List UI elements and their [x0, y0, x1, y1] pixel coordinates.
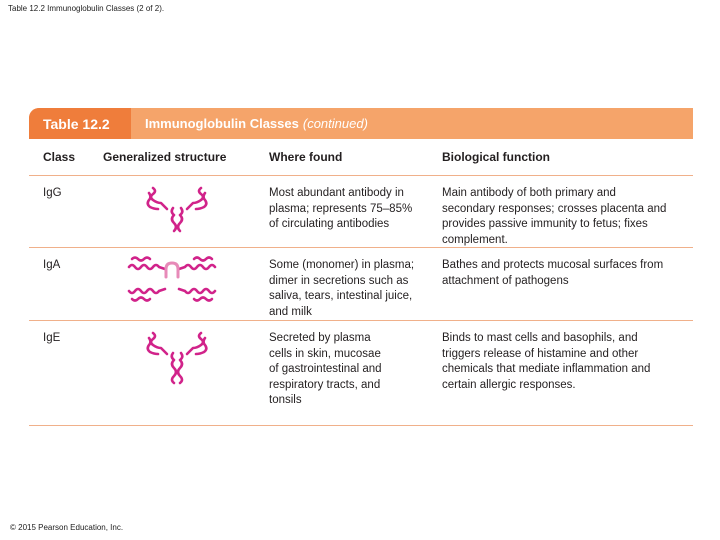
- where-line: tonsils: [269, 394, 302, 406]
- table-row-ige: [29, 321, 693, 426]
- iga-dimer-icon: [126, 253, 218, 305]
- where-line: and milk: [269, 305, 312, 318]
- where-line: respiratory tracts, and: [269, 378, 381, 391]
- where-line: cells in skin, mucosae: [269, 347, 381, 360]
- header-where: Where found: [269, 150, 343, 164]
- function-line: Binds to mast cells and basophils, and: [442, 332, 638, 344]
- function-line: Main antibody of both primary and: [442, 187, 616, 199]
- function-line: certain allergic responses.: [442, 378, 576, 391]
- table-row-igg: [29, 176, 693, 248]
- function-cell: [442, 258, 692, 289]
- ige-monomer-icon: [147, 331, 207, 387]
- function-line: attachment of pathogens: [442, 274, 569, 287]
- where-found-cell: [269, 331, 434, 409]
- table-header-row: [29, 139, 693, 176]
- function-line: provides passive immunity to fetus; fixes: [442, 218, 648, 230]
- where-line: Some (monomer) in plasma;: [269, 259, 415, 271]
- immunoglobulin-table: [29, 108, 693, 426]
- copyright-notice: © 2015 Pearson Education, Inc.: [10, 523, 124, 532]
- igg-monomer-icon: [147, 186, 207, 236]
- class-cell: IgA: [43, 259, 61, 271]
- function-cell: [442, 331, 692, 393]
- header-class: Class: [43, 150, 76, 164]
- where-line: dimer in secretions such as: [269, 274, 409, 287]
- function-line: secondary responses; crosses placenta and: [442, 202, 667, 215]
- class-cell: IgE: [43, 332, 61, 344]
- where-line: saliva, tears, intestinal juice,: [269, 290, 413, 302]
- where-line: plasma; represents 75–85%: [269, 202, 413, 215]
- table-title: [145, 116, 368, 131]
- where-line: Secreted by plasma: [269, 332, 371, 344]
- header-structure: Generalized structure: [103, 150, 227, 164]
- function-line: triggers release of histamine and other: [442, 347, 639, 360]
- where-line: of gastrointestinal and: [269, 363, 382, 375]
- where-line: of circulating antibodies: [269, 218, 390, 230]
- function-cell: [442, 186, 692, 248]
- function-line: Bathes and protects mucosal surfaces from: [442, 259, 664, 271]
- table-title-text: Immunoglobulin Classes: [145, 116, 299, 131]
- where-found-cell: [269, 258, 434, 320]
- where-line: Most abundant antibody in: [269, 187, 404, 199]
- table-row-iga: [29, 248, 693, 321]
- slide-title: Table 12.2 Immunoglobulin Classes (2 of 2).: [8, 4, 165, 13]
- where-found-cell: [269, 186, 434, 233]
- table-subtitle: (continued): [302, 116, 368, 131]
- table-number: Table 12.2: [29, 108, 131, 139]
- header-function: Biological function: [442, 150, 550, 164]
- function-line: complement.: [442, 233, 508, 246]
- class-cell: IgG: [43, 187, 62, 199]
- table-banner: [29, 108, 693, 139]
- function-line: chemicals that mediate inflammation and: [442, 363, 651, 375]
